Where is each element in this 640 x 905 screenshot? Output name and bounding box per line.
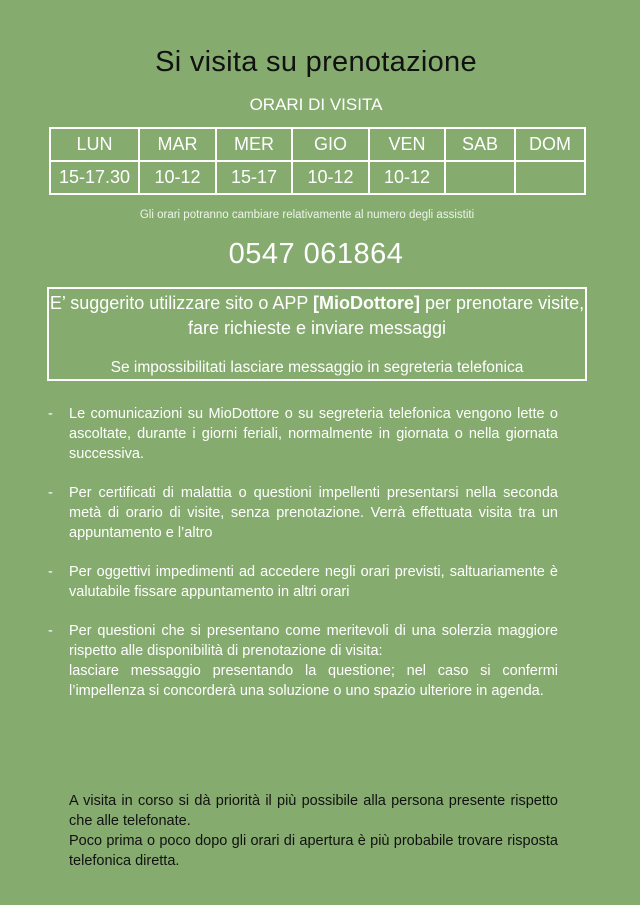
day-cell: LUN — [50, 128, 139, 161]
hours-cell: 10-12 — [292, 161, 369, 194]
list-item-text-continued: lasciare messaggio presentando la questione; nel caso si confermi l’impellenza si concorderà una soluzione o uno spazio ulteriore in agenda. — [69, 663, 558, 699]
booking-text-start: E’ suggerito utilizzare sito o APP — [49, 293, 314, 313]
bullet-dash: - — [48, 564, 53, 580]
list-item — [48, 621, 558, 701]
bullet-dash: - — [48, 406, 53, 422]
phone-number: 0547 061864 — [228, 238, 404, 270]
bullet-dash: - — [48, 623, 53, 639]
hours-cell: 10-12 — [369, 161, 445, 194]
schedule-table — [49, 127, 586, 195]
list-item — [48, 562, 558, 602]
closing-note: A visita in corso si dà priorità il più possibile alla persona presente rispetto che alle telefonate. — [69, 793, 558, 829]
bullet-dash: - — [48, 485, 53, 501]
list-item-text: Per certificati di malattia o questioni impellenti presentarsi nella seconda metà di orario di visite, senza prenotazione. Verrà effettuata visita tra un appuntamento e l’altro — [69, 485, 558, 541]
list-item — [48, 404, 558, 464]
app-name: [MioDottore] — [313, 293, 421, 313]
days-row — [50, 128, 585, 161]
page-title: Si visita su prenotazione — [155, 46, 477, 78]
voicemail-note: Se impossibilitati lasciare messaggio in segreteria telefonica — [110, 359, 524, 376]
booking-text-end: per prenotare visite, fare richieste e inviare messaggi — [187, 293, 585, 338]
list-item — [48, 483, 558, 543]
schedule-note: Gli orari potranno cambiare relativamente al numero degli assistiti — [139, 209, 475, 221]
hours-cell: 15-17 — [216, 161, 292, 194]
hours-cell — [445, 161, 515, 194]
closing-notes — [69, 791, 558, 871]
day-cell: MAR — [139, 128, 216, 161]
booking-suggestion — [49, 291, 585, 341]
closing-note: Poco prima o poco dopo gli orari di apertura è più probabile trovare risposta telefonica diretta. — [69, 833, 558, 869]
hours-cell — [515, 161, 585, 194]
day-cell: SAB — [445, 128, 515, 161]
list-item-text: Le comunicazioni su MioDottore o su segreteria telefonica vengono lette o ascoltate, durante i giorni feriali, normalmente in giornata o nella giornata successiva. — [69, 406, 558, 462]
booking-info-box — [47, 287, 587, 381]
hours-cell: 10-12 — [139, 161, 216, 194]
list-item-text: Per oggettivi impedimenti ad accedere negli orari previsti, saltuariamente è valutabile fissare appuntamento in altri orari — [69, 564, 558, 600]
day-cell: MER — [216, 128, 292, 161]
schedule-heading: ORARI DI VISITA — [249, 95, 383, 114]
day-cell: VEN — [369, 128, 445, 161]
hours-row — [50, 161, 585, 194]
info-list — [48, 404, 558, 720]
day-cell: GIO — [292, 128, 369, 161]
day-cell: DOM — [515, 128, 585, 161]
hours-cell: 15-17.30 — [50, 161, 139, 194]
list-item-text: Per questioni che si presentano come meritevoli di una solerzia maggiore rispetto alle disponibilità di prenotazione di visita: — [69, 623, 558, 659]
